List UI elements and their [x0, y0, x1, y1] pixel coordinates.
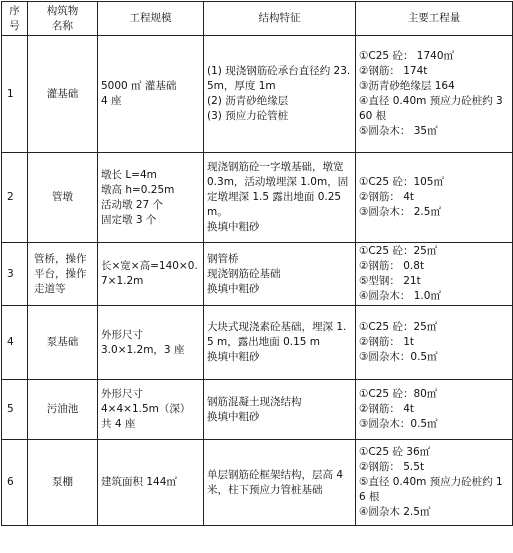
row-name-text: 灌基础: [46, 87, 79, 100]
quantities-line: ②钢筋： 4t: [359, 403, 415, 415]
structure-line: 换填中粗砂: [207, 282, 260, 295]
scale-line: 长×宽×高=140×0.7×1.2m: [101, 260, 198, 287]
scale-line: 墩长 L=4m: [101, 168, 157, 181]
quantities-line: ②钢筋： 174t: [359, 65, 428, 77]
quantities-line: ②钢筋： 1t: [359, 336, 415, 348]
structure-line: 换填中粗砂: [207, 221, 260, 233]
scale-line: 3.0×1.2m，3 座: [101, 343, 185, 356]
quantities-line: ①C25 砼 36㎡: [359, 446, 431, 458]
quantities-line: ①C25 砼： 1740㎡: [359, 50, 455, 62]
table-row: [2, 243, 513, 306]
header-structure: 结构特征: [204, 2, 356, 36]
quantities-line: ④直径 0.40m 预应力砼桩约 360 根: [359, 95, 503, 122]
row-name: [28, 243, 98, 306]
header-name: 构筑物 名称: [28, 2, 98, 36]
quantities-line: ⑤型钢： 21t: [359, 275, 421, 287]
table-row: [2, 153, 513, 243]
row-quantities: [356, 380, 513, 440]
quantities-line: ④圆杂木 2.5㎡: [359, 506, 431, 518]
row-quantities: [356, 153, 513, 243]
row-name-text: 泵棚: [52, 476, 73, 488]
row-name-text: 泵基础: [46, 336, 79, 348]
table-row: [2, 380, 513, 440]
row-name: [28, 306, 98, 380]
row-index: 6: [2, 440, 28, 526]
row-structure: [204, 243, 356, 306]
quantities-line: ②钢筋： 4t: [359, 191, 415, 203]
header-scale: 工程规模: [98, 2, 204, 36]
scale-line: 固定墩 3 个: [101, 213, 157, 226]
scale-line: 5000 ㎡ 灌基础: [101, 80, 177, 92]
table-row: [2, 36, 513, 153]
header-index: 序号: [2, 2, 28, 36]
structure-line: 大块式现浇素砼基础，埋深 1.5 m，露出地面 0.15 m: [207, 321, 347, 348]
row-index: 1: [2, 36, 28, 153]
row-index: 2: [2, 153, 28, 243]
structure-line: 钢筋混凝土现浇结构: [207, 395, 302, 408]
scale-line: 4 座: [101, 95, 122, 107]
row-name: [28, 36, 98, 153]
engineering-table: [1, 1, 513, 526]
quantities-line: ①C25 砼：25㎡: [359, 321, 438, 333]
quantities-line: ②钢筋： 5.5t: [359, 461, 425, 473]
table-row: [2, 440, 513, 526]
table-header-row: [2, 2, 513, 36]
row-structure: [204, 153, 356, 243]
quantities-line: ①C25 砼：80㎡: [359, 388, 438, 400]
structure-line: (2) 沥青砂绝缘层: [207, 95, 289, 107]
row-structure: [204, 306, 356, 380]
row-name: [28, 380, 98, 440]
quantities-line: ③圆杂木：0.5㎡: [359, 351, 438, 363]
table-row: [2, 306, 513, 380]
row-scale: [98, 380, 204, 440]
scale-line: 外形尺寸: [101, 388, 143, 400]
row-scale: [98, 36, 204, 153]
structure-line: 钢管桥: [207, 252, 239, 265]
scale-line: 4×4×1.5m（深）: [101, 403, 191, 415]
row-scale: [98, 153, 204, 243]
quantities-line: ①C25 砼：105㎡: [359, 176, 444, 188]
scale-line: 墩高 h=0.25m: [101, 183, 175, 196]
scale-line: 共 4 座: [101, 418, 136, 430]
row-scale: [98, 306, 204, 380]
quantities-line: ③圆杂木： 2.5㎡: [359, 206, 441, 218]
structure-line: 单层钢筋砼框架结构，层高 4 米，柱下预应力管桩基础: [207, 468, 344, 496]
quantities-line: ①C25 砼：25㎡: [359, 245, 438, 257]
structure-line: (1) 现浇钢筋砼承台直径约 23.5m，厚度 1m: [207, 65, 351, 92]
row-index: 3: [2, 243, 28, 306]
scale-line: 外形尺寸: [101, 328, 143, 341]
row-quantities: [356, 36, 513, 153]
row-scale: [98, 440, 204, 526]
quantities-line: ③圆杂木：0.5㎡: [359, 418, 438, 430]
header-quantities: 主要工程量: [356, 2, 513, 36]
quantities-line: ⑤直径 0.40m 预应力砼桩约 16 根: [359, 476, 503, 503]
row-name: [28, 153, 98, 243]
scale-line: 建筑面积 144㎡: [101, 476, 177, 488]
row-name: [28, 440, 98, 526]
row-name-text: 管墩: [52, 191, 73, 203]
row-structure: [204, 380, 356, 440]
row-scale: [98, 243, 204, 306]
row-name-text: 管桥，操作平台，操作走道等: [34, 252, 87, 295]
structure-line: (3) 预应力砼管桩: [207, 110, 289, 122]
row-quantities: [356, 243, 513, 306]
quantities-line: ⑤圆杂木： 35㎡: [359, 125, 438, 137]
row-structure: [204, 440, 356, 526]
structure-line: 现浇钢筋砼一字墩基础，墩宽 0.3m，活动墩埋深 1.0m，固定墩埋深 1.5 露出地面 0.25m。: [207, 161, 349, 218]
quantities-line: ②钢筋： 0.8t: [359, 260, 425, 272]
row-index: 4: [2, 306, 28, 380]
row-name-text: 污油池: [46, 403, 79, 415]
quantities-line: ④圆杂木： 1.0㎡: [359, 290, 441, 302]
structure-line: 换填中粗砂: [207, 351, 260, 363]
structure-line: 换填中粗砂: [207, 410, 260, 423]
scale-line: 活动墩 27 个: [101, 198, 164, 211]
row-quantities: [356, 306, 513, 380]
row-structure: [204, 36, 356, 153]
structure-line: 现浇钢筋砼基础: [207, 267, 281, 280]
row-index: 5: [2, 380, 28, 440]
row-quantities: [356, 440, 513, 526]
quantities-line: ③沥青砂绝缘层 164: [359, 80, 455, 92]
